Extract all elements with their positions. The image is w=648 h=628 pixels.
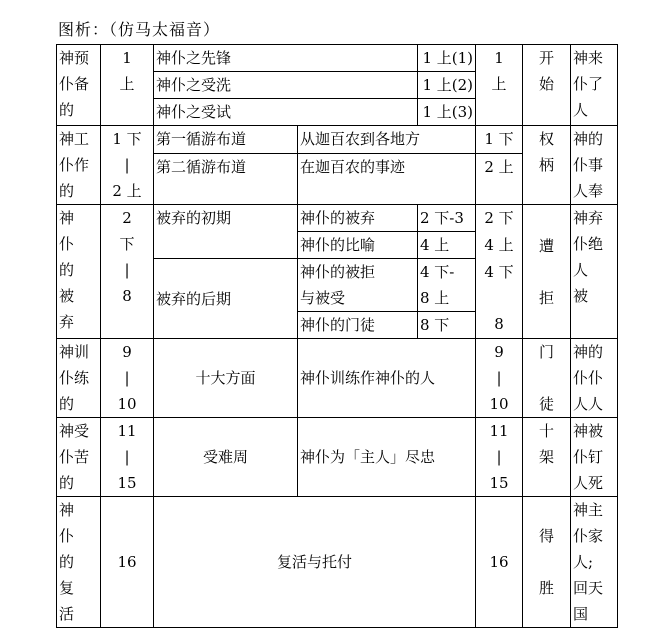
chapter-range: 1 上 xyxy=(101,45,154,126)
page-title: 图析：（仿马太福音） xyxy=(58,20,221,39)
detail-cell: 神仆的比喻 xyxy=(298,232,418,259)
detail-cell: 在迦百农的事迹 xyxy=(298,154,476,205)
theme-cell: 神的 仆事 人奉 xyxy=(571,126,618,205)
reference-cell: 1 上(3) xyxy=(418,99,476,126)
topic-cell: 第二循游布道 xyxy=(154,154,298,205)
topic-cell: 复活与托付 xyxy=(154,497,476,628)
chapter-range: 11 | 15 xyxy=(101,418,154,497)
reference-cell: 2 上 xyxy=(476,154,523,205)
chapter-range: 9 | 10 xyxy=(101,339,154,418)
section-label: 神受 仆苦 的 xyxy=(57,418,101,497)
topic-cell: 被弃的后期 xyxy=(154,259,298,339)
detail-cell: 神仆为「主人」尽忠 xyxy=(298,418,476,497)
key-word: 得 胜 xyxy=(523,497,571,628)
chapter-range: 16 xyxy=(101,497,154,628)
reference-cell: 1 下 xyxy=(476,126,523,154)
reference-cell: 4 上 xyxy=(418,232,476,259)
topic-cell: 神仆之受洗 xyxy=(154,72,418,99)
detail-cell: 从迦百农到各地方 xyxy=(298,126,476,154)
topic-cell: 十大方面 xyxy=(154,339,298,418)
chapter-range: 16 xyxy=(476,497,523,628)
key-word: 十 架 xyxy=(523,418,571,497)
reference-cell: 1 上(2) xyxy=(418,72,476,99)
chapter-range: 9 | 10 xyxy=(476,339,523,418)
reference-cell: 2 下 xyxy=(476,205,523,232)
topic-cell: 神仆之受试 xyxy=(154,99,418,126)
theme-cell: 神来 仆了 人 xyxy=(571,45,618,126)
topic-cell: 受难周 xyxy=(154,418,298,497)
chapter-range: 1 下 | 2 上 xyxy=(101,126,154,205)
reference-cell: 2 下-3 xyxy=(418,205,476,232)
section-label: 神 仆 的 被 弃 xyxy=(57,205,101,339)
reference-cell: 4 上 xyxy=(476,232,523,259)
detail-cell: 神仆的被弃 xyxy=(298,205,418,232)
theme-cell: 神被 仆钉 人死 xyxy=(571,418,618,497)
outline-table xyxy=(56,44,618,628)
reference-cell: 8 下 xyxy=(418,312,476,339)
reference-cell: 4 下 xyxy=(484,262,514,281)
topic-cell: 第一循游布道 xyxy=(154,126,298,154)
section-label: 神 仆 的 复 活 xyxy=(57,497,101,628)
detail-cell: 神仆的被拒 与被受 xyxy=(298,259,418,312)
key-word: 门 徒 xyxy=(523,339,571,418)
key-word: 遭 拒 xyxy=(523,205,571,339)
detail-cell: 神仆的门徒 xyxy=(298,312,418,339)
topic-cell: 被弃的初期 xyxy=(154,205,298,259)
reference-cell: 4 下- 8 上 xyxy=(418,259,476,312)
key-word: 开 始 xyxy=(523,45,571,126)
reference-cell: 8 xyxy=(494,314,504,333)
section-label: 神训 仆练 的 xyxy=(57,339,101,418)
detail-cell: 神仆训练作神仆的人 xyxy=(298,339,476,418)
section-label: 神预 仆备 的 xyxy=(57,45,101,126)
topic-cell: 神仆之先锋 xyxy=(154,45,418,72)
reference-cell xyxy=(476,259,523,339)
chapter-range: 1 上 xyxy=(476,45,523,126)
section-label: 神工 仆作 的 xyxy=(57,126,101,205)
key-word: 权 柄 xyxy=(523,126,571,205)
chapter-range: 2 下 | 8 xyxy=(101,205,154,339)
reference-cell: 1 上(1) xyxy=(418,45,476,72)
chapter-range: 11 | 15 xyxy=(476,418,523,497)
theme-cell: 神的 仆仆 人人 xyxy=(571,339,618,418)
theme-cell: 神弃 仆绝 人 被 xyxy=(571,205,618,339)
theme-cell: 神主 仆家 人; 回天 国 xyxy=(571,497,618,628)
